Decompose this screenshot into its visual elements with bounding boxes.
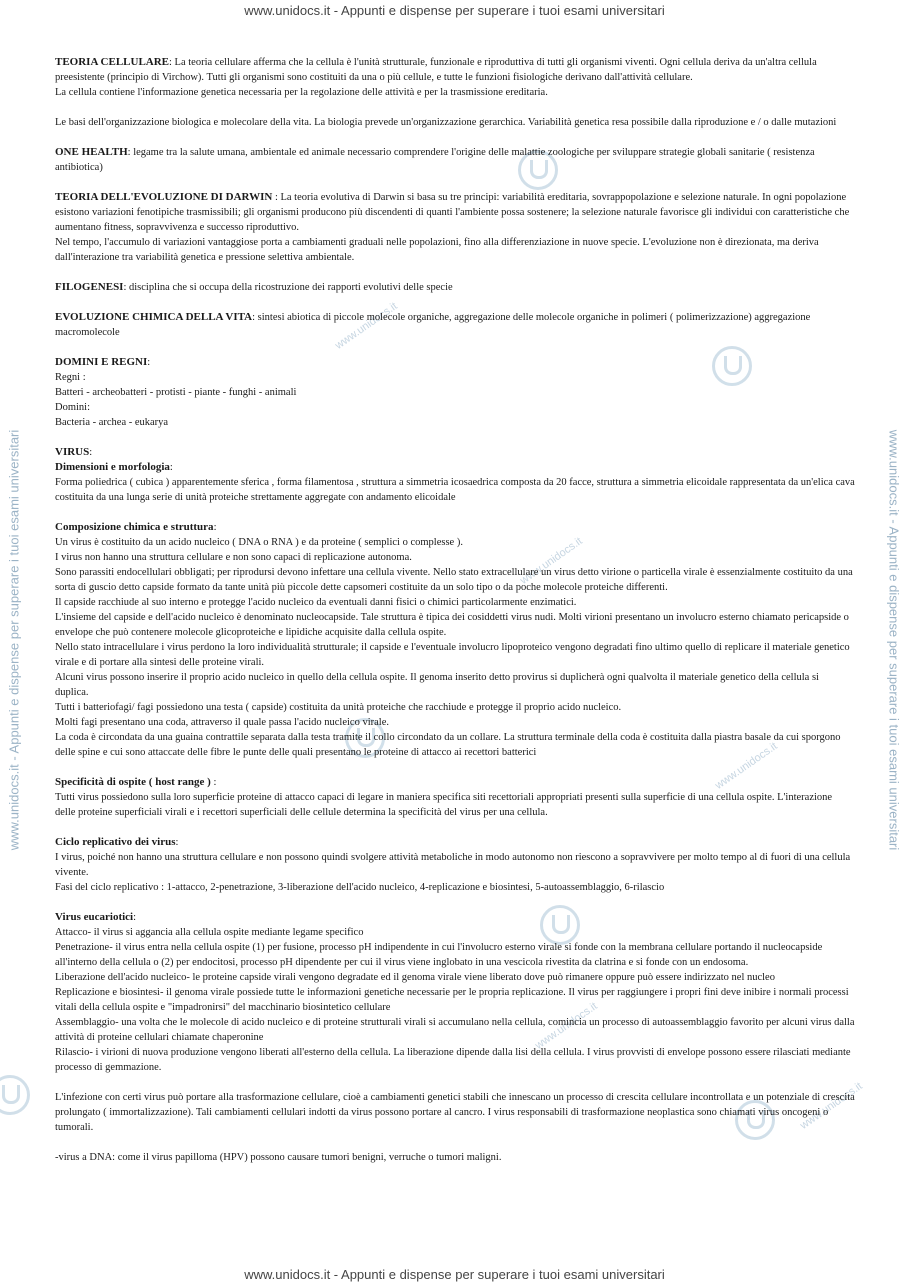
- subsection-heading: Specificità di ospite ( host range ): [55, 776, 211, 788]
- heading-colon: :: [213, 522, 217, 533]
- paragraph: Sono parassiti endocellulari obbligati; per riprodursi devono infettare una cellula vivente. Nello stato extracellulare un virus detto virione o particella virale è essenzialmente costituito da una sorta di guscio detto capside formato da tante unità più piccole dette capsomeri costituite da un solo tipo o da poche molecole proteiche differenti.: [55, 567, 853, 593]
- section-heading: DOMINI E REGNI: [55, 356, 148, 368]
- watermark-text: www.unidocs.it: [713, 740, 780, 792]
- section-heading: EVOLUZIONE CHIMICA DELLA VITA: [55, 311, 253, 323]
- paragraph: [55, 280, 855, 295]
- header-banner: www.unidocs.it - Appunti e dispense per superare i tuoi esami universitari: [244, 3, 665, 18]
- paragraph: Tutti virus possiedono sulla loro superficie proteine di attacco capaci di legare in maniera specifica siti recettoriali appropriati presenti sulla superficie di una cellula ospite. L'interazione delle proteine superficiali virali e i recettori superficiali delle cellule determina la specificità del virus per una cellula.: [55, 792, 833, 818]
- paragraph: [55, 145, 855, 175]
- paragraph: Tutti i batteriofagi/ fagi possiedono una testa ( capside) costituita da unità proteiche che racchiude e protegge il proprio acido nucleico.: [55, 702, 622, 713]
- section-heading: VIRUS: [55, 446, 90, 458]
- section-text: : La teoria cellulare afferma che la cellula è l'unità strutturale, funzionale e riproduttiva di tutti gli organismi viventi. Ogni cellula deriva da un'altra cellula preesistente (principio di Virchow). Tutti gli organismi sono costituiti da una o più cellule, e tutte le funzioni fisiologiche derivano dall'attività cellulare.: [55, 57, 817, 83]
- heading-colon: :: [169, 462, 173, 473]
- paragraph: La coda è circondata da una guaina contrattile separata dalla testa tramite il collo circondato da un collare. La struttura terminale della coda è costituita dalla piastra basale da cui sporgono delle spine e cui sono attaccate delle fibre le punte delle quali presentano le proteine di attacco ai recettori batterici: [55, 732, 841, 758]
- list-line: Regni :: [55, 372, 86, 383]
- paragraph: [55, 775, 855, 790]
- paragraph: Penetrazione- il virus entra nella cellula ospite (1) per fusione, processo pH indipendente in cui l'involucro esterno virale si fonde con la membrana cellulare portando il nucleocapside all'interno della cellula o (2) per endocitosi, processo pH dipendente per cui il virus viene inglobato in una vescicola rivestita da clatrina e si fonde con un endosoma.: [55, 942, 823, 968]
- section-darwin: [55, 190, 855, 265]
- watermark-text: www.unidocs.it: [798, 1080, 865, 1132]
- paragraph: Fasi del ciclo replicativo : 1-attacco, 2-penetrazione, 3-liberazione dell'acido nucleico, 4-replicazione e biosintesi, 5-autoassemblaggio, 6-rilascio: [55, 882, 665, 893]
- subsection-heading: Ciclo replicativo dei virus: [55, 836, 176, 848]
- paragraph: [55, 460, 855, 475]
- paragraph: Il capside racchiude al suo interno e protegge l'acido nucleico da eventuali danni fisici o chimici particolarmente enzimatici.: [55, 597, 577, 608]
- footer-banner: www.unidocs.it - Appunti e dispense per superare i tuoi esami universitari: [244, 1267, 665, 1282]
- section-trasformazione: [55, 1090, 855, 1135]
- watermark-text: www.unidocs.it: [518, 535, 585, 587]
- list-line: Domini:: [55, 402, 91, 413]
- section-virus-dna: [55, 1150, 855, 1165]
- section-heading: TEORIA CELLULARE: [55, 56, 170, 68]
- paragraph: [55, 55, 855, 85]
- paragraph: Replicazione e biosintesi- il genoma virale possiede tutte le informazioni genetiche necessarie per le propria replicazione. Il virus per raggiungere i propri fini deve inibire i normali processi vitali della cellula ospite e "impadronirsi" del macchinario biosintetico cellulare: [55, 987, 849, 1013]
- paragraph: Nel tempo, l'accumulo di variazioni vantaggiose porta a cambiamenti graduali nelle popolazioni, fino alla differenziazione in nuove specie. L'evoluzione non è direzionata, ma deriva dall'interazione tra variabilità genetica e pressione selettiva ambientale.: [55, 237, 819, 263]
- document-body: [55, 55, 855, 1180]
- section-text: : sintesi abiotica di piccole molecole organiche, aggregazione delle molecole organiche in polimeri ( polimerizzazione) aggregazione macromolecole: [55, 312, 811, 338]
- paragraph: Assemblaggio- una volta che le molecole di acido nucleico e di proteine strutturali virali si accumulano nella cellula, comincia un processo di autoassemblaggio favorito per alcuni virus dalla attività di proteine cellulari chiamate chaperonine: [55, 1017, 855, 1043]
- subsection-heading: Virus eucariotici: [55, 911, 134, 923]
- paragraph: [55, 445, 855, 460]
- paragraph: Liberazione dell'acido nucleico- le proteine capside virali vengono degradate ed il genoma virale viene liberato dove può rimanere oppure può essere indirizzato nel nucleo: [55, 972, 775, 983]
- section-specificita-ospite: [55, 775, 855, 820]
- paragraph: Nello stato intracellulare i virus perdono la loro individualità strutturale; il capside e l'eventuale involucro lipoproteico vengono degradati fino ultimo quello di replicare il materiale genetico virale e di portare alla sintesi delle proteine virali.: [55, 642, 850, 668]
- paragraph: Rilascio- i virioni di nuova produzione vengono liberati all'esterno della cellula. La liberazione dipende dalla lisi della cellula. I virus provvisti di envelope possono essere rilasciati mediante processo di gemmazione.: [55, 1047, 851, 1073]
- paragraph: [55, 355, 855, 370]
- section-domini-regni: [55, 355, 855, 430]
- paragraph: La cellula contiene l'informazione genetica necessaria per la regolazione delle attività e per la trasmissione ereditaria.: [55, 87, 548, 98]
- heading-colon: :: [210, 777, 217, 788]
- section-text: : disciplina che si occupa della ricostruzione dei rapporti evolutivi delle specie: [123, 282, 453, 293]
- paragraph: [55, 190, 855, 235]
- paragraph: Le basi dell'organizzazione biologica e molecolare della vita. La biologia prevede un'organizzazione gerarchica. Variabilità genetica resa possibile dalla riproduzione e / o dalle mutazioni: [55, 117, 837, 128]
- subsection-heading: Composizione chimica e struttura: [55, 521, 214, 533]
- paragraph: -virus a DNA: come il virus papilloma (HPV) possono causare tumori benigni, verruche o tumori maligni.: [55, 1152, 502, 1163]
- section-evoluzione-chimica: [55, 310, 855, 340]
- section-filogenesi: [55, 280, 855, 295]
- section-heading: FILOGENESI: [55, 281, 124, 293]
- watermark-text: www.unidocs.it: [533, 1000, 600, 1052]
- section-ciclo-replicativo: [55, 835, 855, 895]
- heading-colon: :: [175, 837, 179, 848]
- paragraph: Attacco- il virus si aggancia alla cellula ospite mediante legame specifico: [55, 927, 364, 938]
- paragraph: [55, 910, 855, 925]
- heading-colon: :: [133, 912, 137, 923]
- paragraph: [55, 835, 855, 850]
- heading-colon: :: [147, 357, 151, 368]
- list-line: Bacteria - archea - eukarya: [55, 417, 169, 428]
- paragraph: [55, 310, 855, 340]
- paragraph: Molti fagi presentano una coda, attraverso il quale passa l'acido nucleico virale.: [55, 717, 389, 728]
- section-teoria-cellulare: [55, 55, 855, 100]
- section-composizione: [55, 520, 855, 760]
- paragraph: I virus non hanno una struttura cellulare e non sono capaci di replicazione autonoma.: [55, 552, 412, 563]
- paragraph: Forma poliedrica ( cubica ) apparentemente sferica , forma filamentosa , struttura a simmetria icosaedrica composta da 20 facce, struttura a simmetria elicoidale rappresentata da un'elica cava costituita da una lunga serie di unità proteiche strettamente aggregate con andamento elicoidale: [55, 477, 855, 503]
- list-line: Batteri - archeobatteri - protisti - piante - funghi - animali: [55, 387, 297, 398]
- section-text: : legame tra la salute umana, ambientale ed animale necessario comprendere l'origine delle malattie zoologiche per sviluppare strategie globali sanitarie ( resistenza antibiotica): [55, 147, 815, 173]
- subsection-heading: Dimensioni e morfologia: [55, 461, 170, 473]
- section-one-health: [55, 145, 855, 175]
- side-watermark-left: www.unidocs.it - Appunti e dispense per superare i tuoi esami universitari: [6, 429, 22, 851]
- paragraph: [55, 520, 855, 535]
- paragraph: Alcuni virus possono inserire il proprio acido nucleico in quello della cellula ospite. Il genoma inserito detto provirus si duplicherà ogni qualvolta il materiale genetico della cellula si duplica.: [55, 672, 819, 698]
- watermark-logo-icon: [0, 1075, 30, 1115]
- watermark-text: www.unidocs.it: [333, 300, 400, 352]
- section-text: : La teoria evolutiva di Darwin si basa su tre principi: variabilità ereditaria, sovrappopolazione e selezione naturale. In ogni popolazione esistono variazioni fenotipiche trasmissibili; gli organismi producono più discendenti di quanti l'ambiente possa sostenere; la selezione naturale favorisce gli individui con caratteristiche che aumentano fitness, sopravvivenza e successo riproduttivo.: [55, 192, 850, 233]
- side-watermark-right: www.unidocs.it - Appunti e dispense per superare i tuoi esami universitari: [886, 429, 902, 851]
- section-virus: [55, 445, 855, 505]
- paragraph: I virus, poiché non hanno una struttura cellulare e non possono quindi svolgere attività metaboliche in modo autonomo non riescono a sopravvivere per molto tempo al di fuori di una cellula vivente.: [55, 852, 851, 878]
- paragraph: Un virus è costituito da un acido nucleico ( DNA o RNA ) e da proteine ( semplici o complesse ).: [55, 537, 463, 548]
- heading-colon: :: [89, 447, 93, 458]
- section-basi-organizzazione: [55, 115, 855, 130]
- paragraph: L'infezione con certi virus può portare alla trasformazione cellulare, cioè a cambiamenti genetici stabili che innescano un processo di crescita cellulare incontrollata e un potenziale di crescita prolungato ( immortalizzazione). Tali cambiamenti cellulari indotti da virus possono portare al cancro. I virus responsabili di trasformazione neoplastica sono chiamati virus oncogeni o tumorali.: [55, 1092, 855, 1133]
- section-virus-eucariotici: [55, 910, 855, 1075]
- paragraph: L'insieme del capside e dell'acido nucleico è denominato nucleocapside. Tale struttura è tipica dei cosiddetti virus nudi. Molti virioni presentano un involucro esterno chiamato pericapside o envelope che può contenere molecole glicoproteiche e lipidiche acquisite dalla cellula ospite.: [55, 612, 849, 638]
- section-heading: TEORIA DELL'EVOLUZIONE DI DARWIN: [55, 191, 273, 203]
- section-heading: ONE HEALTH: [55, 146, 128, 158]
